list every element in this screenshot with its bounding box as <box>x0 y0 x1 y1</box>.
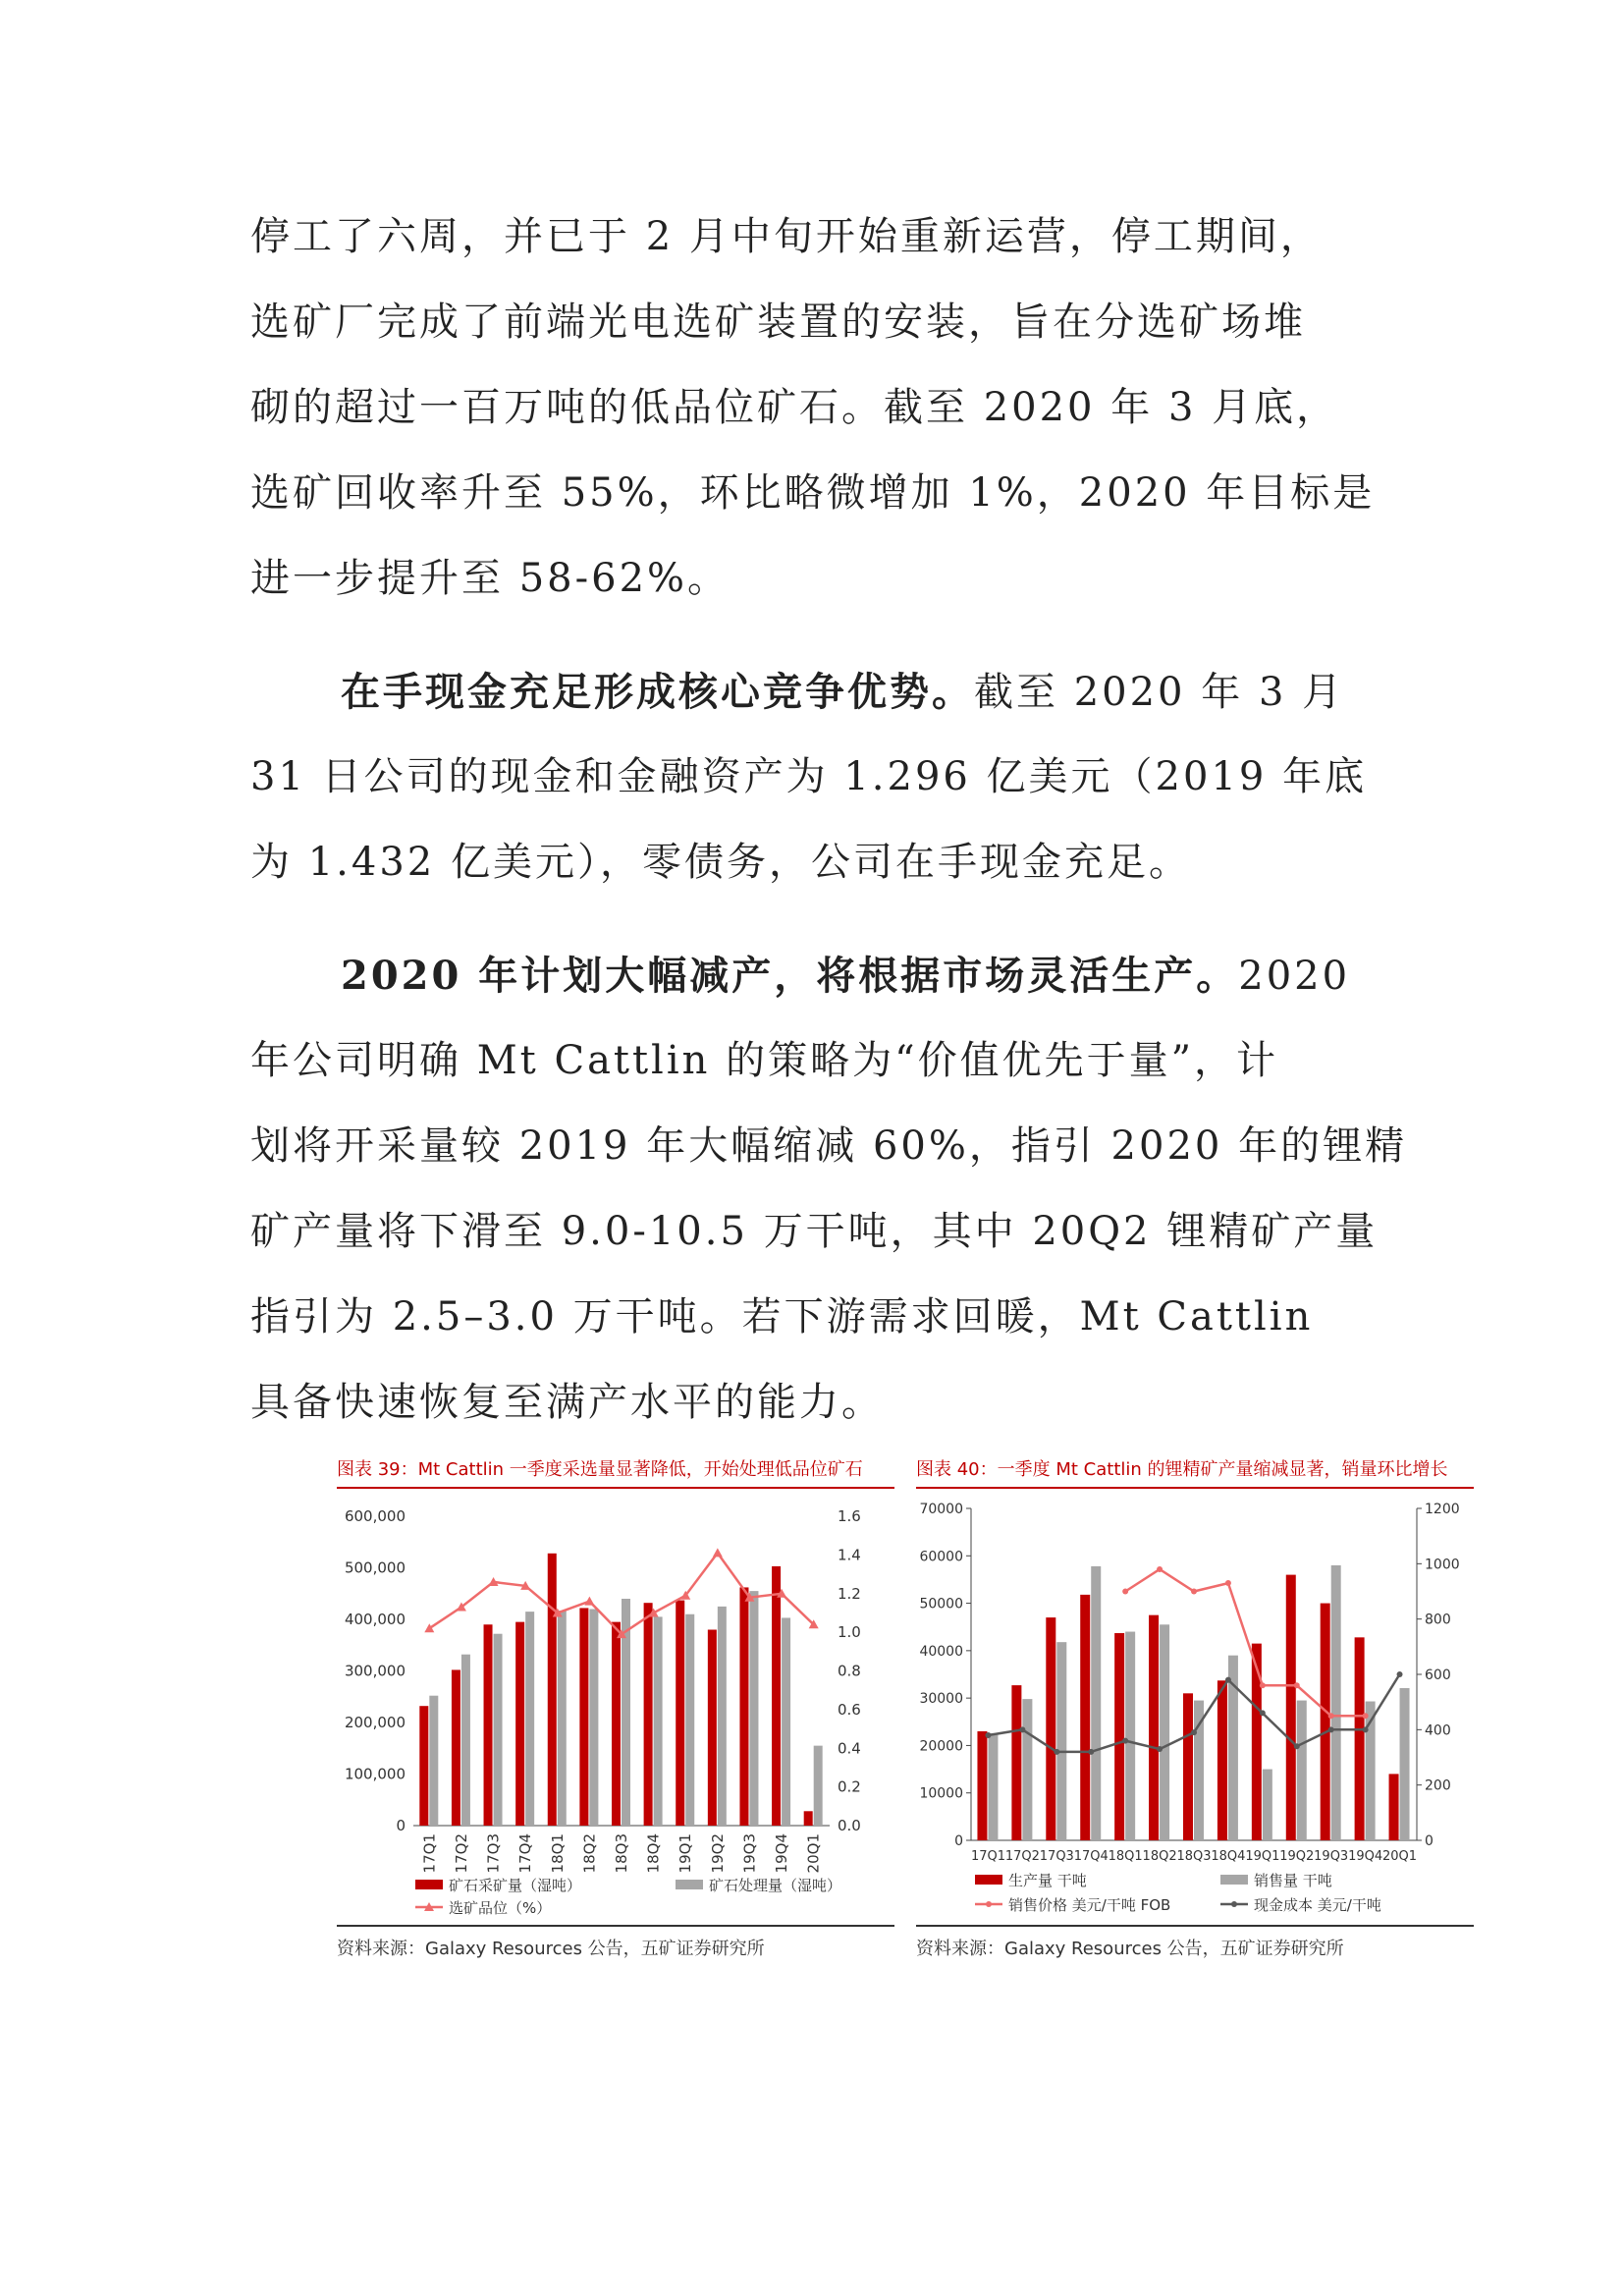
y-left-tick-label: 400,000 <box>344 1611 406 1628</box>
text-line: 进一步提升至 58-62%。 <box>250 556 730 601</box>
text-line: 2020 <box>1238 954 1351 999</box>
x-tick-label: 19Q3 <box>1314 1849 1349 1864</box>
bar-primary <box>708 1630 717 1827</box>
text-line-with-lead <box>250 933 1389 1018</box>
paragraph-lead: 在手现金充足形成核心竞争优势。 <box>341 669 974 715</box>
bar-secondary <box>1125 1632 1135 1840</box>
bar-primary <box>644 1603 653 1826</box>
line-marker <box>1191 1589 1197 1595</box>
x-tick-label: 18Q4 <box>1211 1849 1246 1864</box>
y-right-tick-label: 600 <box>1425 1667 1451 1683</box>
text-line: 指引为 2.5–3.0 万干吨。若下游需求回暖，Mt Cattlin <box>250 1294 1314 1339</box>
text-line: 31 日公司的现金和金融资产为 1.296 亿美元（2019 年底 <box>250 754 1368 799</box>
y-left-tick-label: 40000 <box>919 1643 963 1660</box>
bar-primary <box>977 1731 987 1840</box>
legend-swatch <box>975 1875 1002 1885</box>
y-left-tick-label: 0 <box>396 1817 406 1834</box>
legend-swatch <box>415 1880 443 1889</box>
paragraph-lead: 2020 年计划大幅减产，将根据市场灵活生产。 <box>341 953 1239 999</box>
bar-secondary <box>782 1617 790 1826</box>
legend-label: 现金成本 美元/干吨 <box>1254 1896 1381 1914</box>
line-marker <box>1294 1743 1300 1749</box>
chart-39 <box>337 1489 894 1921</box>
paragraph-3 <box>250 933 1408 1446</box>
bar-primary <box>772 1566 781 1826</box>
x-tick-label: 18Q1 <box>548 1833 567 1874</box>
text-line: 矿产量将下滑至 9.0-10.5 万干吨，其中 20Q2 锂精矿产量 <box>250 1209 1379 1254</box>
legend-marker <box>986 1901 992 1907</box>
legend-label: 销售价格 美元/干吨 FOB <box>1008 1896 1171 1914</box>
line-marker <box>1225 1580 1231 1586</box>
chart-40 <box>916 1489 1474 1921</box>
paragraph-1 <box>250 194 1389 622</box>
line-marker <box>1260 1710 1266 1716</box>
figure-source: 资料来源：Galaxy Resources 公告，五矿证券研究所 <box>337 1939 765 1959</box>
x-tick-label: 18Q2 <box>580 1833 599 1874</box>
y-right-tick-label: 800 <box>1425 1612 1451 1628</box>
figure-title: 图表 39：Mt Cattlin 一季度采选量显著降低，开始处理低品位矿石 <box>337 1459 863 1480</box>
x-tick-label: 17Q2 <box>452 1833 470 1874</box>
y-left-tick-label: 70000 <box>919 1502 963 1517</box>
line-marker <box>1294 1682 1300 1688</box>
bar-secondary <box>429 1696 438 1826</box>
y-right-tick-label: 1.2 <box>838 1584 861 1603</box>
text-line: 划将开采量较 2019 年大幅缩减 60%，指引 2020 年的锂精 <box>250 1123 1408 1169</box>
y-left-tick-label: 20000 <box>919 1738 963 1755</box>
y-left-tick-label: 600,000 <box>344 1507 406 1525</box>
y-right-tick-label: 1.6 <box>838 1507 861 1525</box>
bar-secondary <box>654 1616 663 1826</box>
y-right-tick-label: 0.2 <box>838 1777 861 1796</box>
bar-secondary <box>749 1591 758 1826</box>
bar-primary <box>1114 1633 1124 1840</box>
x-tick-label: 17Q3 <box>484 1833 503 1874</box>
text-line: 具备快速恢复至满产水平的能力。 <box>250 1380 884 1425</box>
bar-primary <box>676 1601 684 1826</box>
legend-label: 销售量 干吨 <box>1254 1872 1332 1889</box>
figure-frame <box>337 1489 894 1927</box>
bar-secondary <box>1400 1688 1410 1840</box>
line-marker <box>985 1732 991 1738</box>
figure-40 <box>916 1453 1474 1960</box>
bar-primary <box>1080 1595 1090 1840</box>
x-tick-label: 19Q3 <box>740 1833 759 1874</box>
bar-secondary <box>494 1634 503 1826</box>
x-tick-label: 19Q2 <box>708 1833 727 1874</box>
x-tick-label: 19Q4 <box>1348 1849 1383 1864</box>
text-line: 停工了六周，并已于 2 月中旬开始重新运营，停工期间， <box>250 214 1323 259</box>
bar-secondary <box>558 1611 567 1826</box>
x-tick-label: 19Q1 <box>676 1833 695 1874</box>
x-tick-label: 18Q4 <box>644 1833 663 1874</box>
bar-secondary <box>1331 1565 1341 1840</box>
bar-primary <box>419 1706 428 1826</box>
line-marker <box>584 1597 594 1606</box>
bar-primary <box>739 1587 748 1826</box>
y-right-tick-label: 1000 <box>1425 1557 1460 1573</box>
legend-marker <box>1231 1901 1237 1907</box>
text-line: 选矿厂完成了前端光电选矿装置的安装，旨在分选矿场堆 <box>250 300 1306 345</box>
text-line: 年公司明确 Mt Cattlin 的策略为“价值优先于量”，计 <box>250 1038 1279 1083</box>
x-tick-label: 17Q4 <box>516 1833 535 1874</box>
text-line-with-lead <box>250 649 1389 735</box>
line-marker <box>1363 1713 1369 1719</box>
legend-label: 选矿品位（%） <box>449 1899 552 1917</box>
text-line: 截至 2020 年 3 月 <box>974 670 1345 715</box>
x-tick-label: 20Q1 <box>804 1833 823 1874</box>
bar-secondary <box>1022 1699 1032 1840</box>
y-left-tick-label: 50000 <box>919 1596 963 1613</box>
x-tick-label: 19Q2 <box>1279 1849 1315 1864</box>
line-marker <box>1225 1677 1231 1683</box>
legend-label: 矿石处理量（湿吨） <box>709 1877 842 1894</box>
line-marker <box>1363 1726 1369 1732</box>
y-left-tick-label: 100,000 <box>344 1765 406 1783</box>
y-left-tick-label: 30000 <box>919 1691 963 1708</box>
line-marker <box>1191 1729 1197 1735</box>
bar-primary <box>1217 1680 1227 1840</box>
paragraph-2 <box>250 649 1389 905</box>
y-right-tick-label: 0 <box>1425 1833 1434 1849</box>
line-marker <box>1328 1726 1334 1732</box>
bar-primary <box>1011 1685 1021 1840</box>
bar-primary <box>1149 1615 1159 1840</box>
text-line: 为 1.432 亿美元），零债务，公司在手现金充足。 <box>250 840 1191 885</box>
text-line: 砌的超过一百万吨的低品位矿石。截至 2020 年 3 月底， <box>250 385 1339 430</box>
bar-primary <box>1183 1693 1193 1840</box>
y-right-tick-label: 1200 <box>1425 1502 1460 1517</box>
bar-primary <box>452 1669 460 1826</box>
line-marker <box>1260 1682 1266 1688</box>
x-tick-label: 17Q1 <box>420 1833 439 1874</box>
bar-primary <box>1321 1604 1330 1840</box>
bar-primary <box>1046 1617 1055 1840</box>
legend-label: 生产量 干吨 <box>1008 1872 1087 1889</box>
x-tick-label: 18Q3 <box>1176 1849 1212 1864</box>
y-right-tick-label: 0.6 <box>838 1700 861 1719</box>
bar-secondary <box>718 1607 727 1826</box>
bar-primary <box>548 1554 557 1826</box>
y-left-tick-label: 500,000 <box>344 1558 406 1577</box>
bar-secondary <box>988 1733 998 1840</box>
bar-secondary <box>461 1655 470 1826</box>
x-tick-label: 17Q3 <box>1039 1849 1074 1864</box>
bar-primary <box>612 1622 621 1826</box>
bar-primary <box>804 1811 813 1826</box>
x-tick-label: 19Q1 <box>1245 1849 1280 1864</box>
line-marker <box>1019 1726 1025 1732</box>
figure-title: 图表 40：一季度 Mt Cattlin 的锂精矿产量缩减显著，销量环比增长 <box>916 1459 1448 1480</box>
bar-secondary <box>814 1746 823 1826</box>
x-tick-label: 18Q3 <box>613 1833 630 1874</box>
bar-secondary <box>1297 1701 1307 1840</box>
line-marker <box>1088 1749 1094 1755</box>
bar-secondary <box>1263 1770 1272 1840</box>
line-marker <box>1157 1746 1163 1752</box>
y-right-tick-label: 0.0 <box>838 1817 861 1834</box>
bar-secondary <box>525 1612 534 1826</box>
bar-primary <box>1286 1575 1296 1840</box>
x-tick-label: 19Q4 <box>773 1833 791 1874</box>
bar-primary <box>484 1624 493 1826</box>
line-marker <box>1397 1671 1403 1677</box>
figure-source: 资料来源：Galaxy Resources 公告，五矿证券研究所 <box>916 1939 1344 1959</box>
bar-secondary <box>1160 1624 1169 1840</box>
bar-primary <box>579 1608 588 1826</box>
y-right-tick-label: 1.4 <box>838 1546 861 1564</box>
y-left-tick-label: 60000 <box>919 1549 963 1565</box>
y-right-tick-label: 400 <box>1425 1722 1451 1739</box>
line-marker <box>1054 1749 1059 1755</box>
bar-primary <box>1252 1644 1262 1840</box>
x-tick-label: 17Q4 <box>1073 1849 1109 1864</box>
line-marker <box>713 1548 723 1557</box>
y-left-tick-label: 10000 <box>919 1785 963 1802</box>
bar-primary <box>1389 1774 1399 1840</box>
figure-39 <box>337 1453 894 1960</box>
bar-secondary <box>1091 1566 1101 1840</box>
line-marker <box>1157 1566 1163 1572</box>
line-marker <box>1122 1738 1128 1744</box>
x-tick-label: 18Q2 <box>1142 1849 1177 1864</box>
legend-swatch <box>676 1880 703 1889</box>
y-right-tick-label: 0.4 <box>838 1739 861 1758</box>
x-tick-label: 17Q1 <box>970 1849 1005 1864</box>
y-left-tick-label: 0 <box>954 1833 963 1849</box>
x-tick-label: 17Q2 <box>1004 1849 1040 1864</box>
x-tick-label: 20Q1 <box>1382 1849 1418 1864</box>
text-line: 选矿回收率升至 55%，环比略微增加 1%，2020 年目标是 <box>250 470 1376 516</box>
legend-label: 矿石采矿量（湿吨） <box>449 1877 582 1894</box>
legend-swatch <box>1220 1875 1248 1885</box>
y-left-tick-label: 300,000 <box>344 1662 406 1680</box>
y-left-tick-label: 200,000 <box>344 1714 406 1731</box>
y-right-tick-label: 0.8 <box>838 1662 861 1680</box>
bar-secondary <box>589 1610 598 1827</box>
y-right-tick-label: 1.0 <box>838 1623 861 1642</box>
bar-primary <box>515 1622 524 1826</box>
bar-secondary <box>685 1614 694 1826</box>
figure-frame <box>916 1489 1474 1927</box>
y-right-tick-label: 200 <box>1425 1777 1451 1794</box>
line-marker <box>1122 1589 1128 1595</box>
line-marker <box>1328 1713 1334 1719</box>
bar-primary <box>1355 1637 1365 1840</box>
bar-secondary <box>1056 1642 1066 1840</box>
x-tick-label: 18Q1 <box>1108 1849 1143 1864</box>
